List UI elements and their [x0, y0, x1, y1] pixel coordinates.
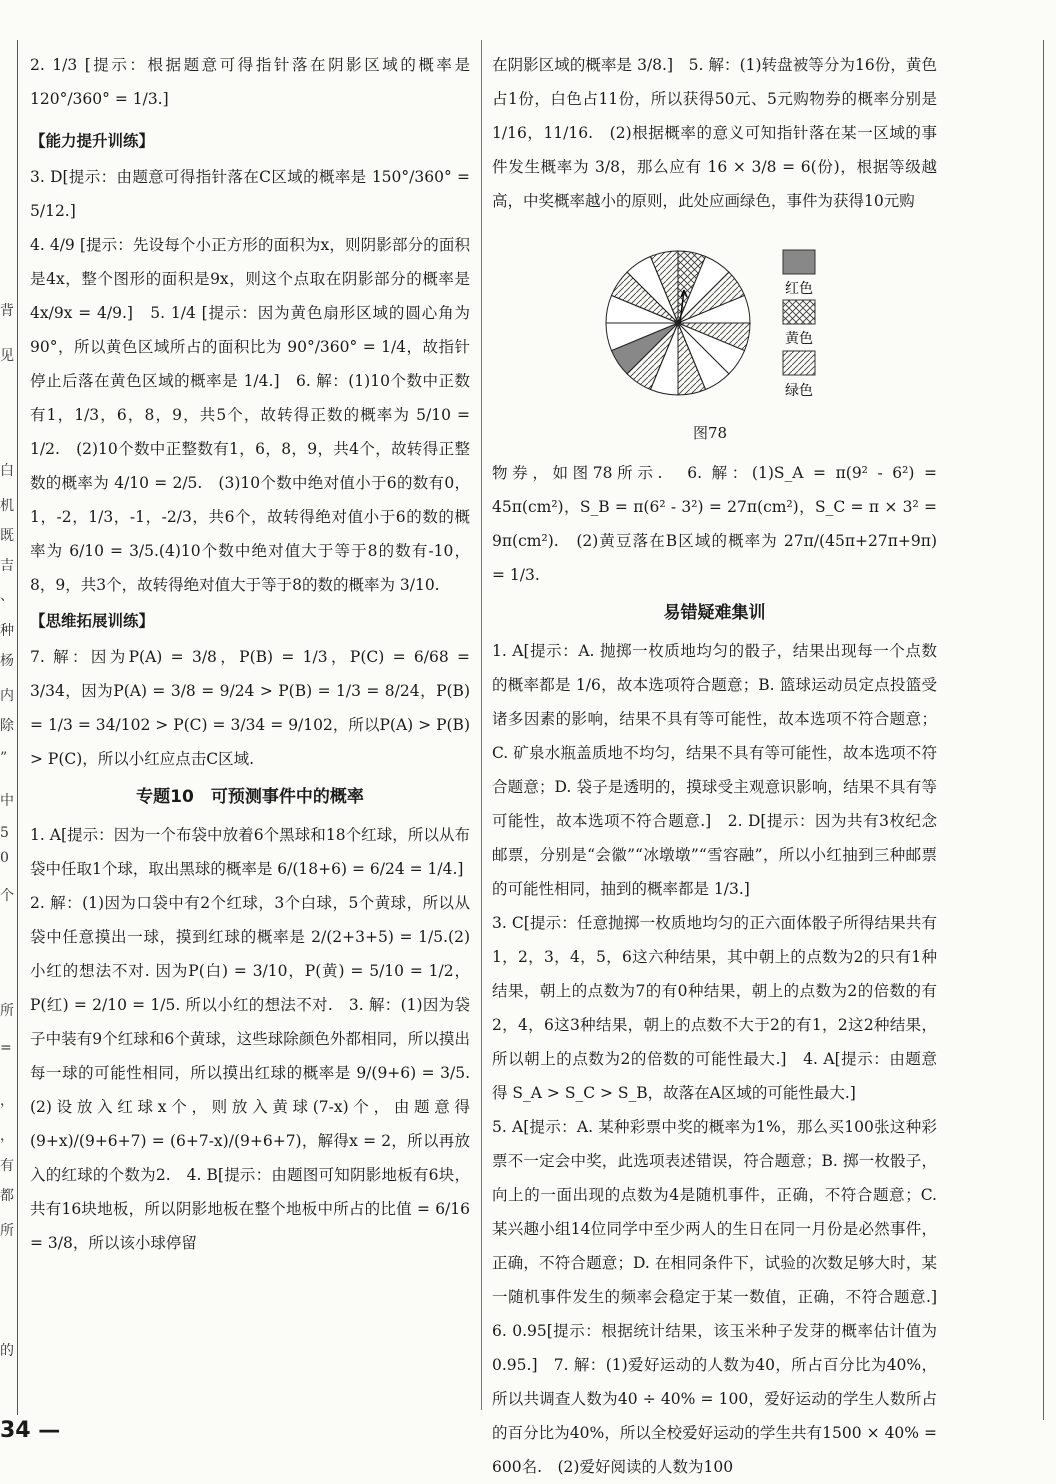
edge-char: ，	[0, 1093, 14, 1109]
edge-char: 所	[0, 1223, 14, 1239]
edge-char: 杨	[0, 653, 14, 669]
right-page-rule	[1043, 40, 1044, 1420]
topic-title: 专题10 可预测事件中的概率	[136, 787, 364, 807]
edge-char: 种	[0, 623, 14, 639]
figure-caption: 图78	[693, 424, 728, 442]
edge-char: ，	[0, 1128, 14, 1144]
edge-char: 都	[0, 1188, 14, 1204]
edge-char: 吉	[0, 558, 14, 574]
error-answers-3-4: 3. C[提示：任意抛掷一枚质地均匀的正六面体骰子所得结果共有1，2，3，4，5，6这六种结果，其中朝上的点数为2的只有1种结果，朝上的点数为7的有0种结果，朝上的点数为2的倍数的有2，4，6这3种结果，朝上的点数不大于2的有1，2这2种结果，所以朝上的点数为2的倍数的可能性最大.] 4. A[提示：由题意得 S_A > S_C > S_B，故落在A区域的可能性最大.]	[492, 914, 937, 1102]
left-page-rule	[17, 40, 18, 1415]
answer-4-5-cont: 在阴影区域的概率是 3/8.] 5. 解：(1)转盘被等分为16份，黄色占1份，白色占11份，所以获得50元、5元购物券的概率分别是 1/16，11/16. (2)根据概率的意义可知指针落在某一区域的事件发生概率为 3/8，那么应有 16 × 3/8 = 6(份)，根据等级越高，中奖概率越小的原则，此处应画绿色，事件为获得10元购	[492, 56, 937, 210]
topic-answer-1: 1. A[提示：因为一个布袋中放着6个黑球和18个红球，所以从布袋中任取1个球，取出黑球的概率是 6/(18+6) = 6/24 = 1/4.]	[30, 826, 470, 878]
answer-3: 3. D[提示：由题意可得指针落在C区域的概率是 150°/360° = 5/12.]	[30, 168, 470, 220]
edge-char: 既	[0, 528, 14, 544]
section-ability-training: 【能力提升训练】	[30, 131, 155, 150]
section-error-prone-title: 易错疑难集训	[663, 603, 766, 623]
edge-char: 白	[0, 463, 14, 479]
edge-char: 见	[0, 348, 14, 364]
edge-char: 除	[0, 718, 14, 734]
edge-char: 有	[0, 1158, 14, 1174]
legend-green-swatch	[783, 351, 815, 375]
edge-char: 内	[0, 688, 14, 704]
section-thinking-training: 【思维拓展训练】	[30, 611, 155, 630]
error-answers-5-7: 5. A[提示：A. 某种彩票中奖的概率为1%，那么买100张这种彩票不一定会中奖，此选项表述错误，符合题意；B. 掷一枚骰子，向上的一面出现的点数为4是随机事件，正确，不符合题意；C. 某兴趣小组14位同学中至少两人的生日在同一月份是必然事件，正确，不符合题意；D. 在相同条件下，试验的次数足够大时，某一随机事件发生的频率会稳定于某一数值，正确，不符合题意.] 6. 0.95[提示：根据统计结果，该玉米种子发芽的概率估计值为0.95.] 7. 解：(1)爱好运动的人数为40，所占百分比为40%，所以共调查人数为40 ÷ 40% = 100，爱好运动的学生人数所占的百分比为40%，所以全校爱好运动的学生共有1500 × 40% = 600名. (2)爱好阅读的人数为100	[492, 1118, 953, 1476]
edge-char: 机	[0, 498, 14, 514]
answer-2: 2. 1/3 [提示：根据题意可得指针落在阴影区域的概率是 120°/360° = 1/3.]	[30, 56, 470, 108]
column-divider	[481, 40, 482, 1410]
edge-char: 0	[0, 850, 9, 866]
figure-78-spinner	[600, 245, 840, 415]
page-number: 34 —	[0, 1418, 61, 1443]
edge-char: 所	[0, 1003, 14, 1019]
error-answers-1-2: 1. A[提示：A. 抛掷一枚质地均匀的骰子，结果出现每一个点数的概率都是 1/6，故本选项符合题意；B. 篮球运动员定点投篮受诸多因素的影响，结果不具有等可能性，故本选项不符合题意；C. 矿泉水瓶盖质地不均匀，结果不具有等可能性，故本选项不符合题意；D. 袋子是透明的，摸球受主观意识影响，结果不具有等可能性，故本选项不符合题意.] 2. D[提示：因为共有3枚纪念邮票，分别是“会徽”“冰墩墩”“雪容融”，所以小红抽到三种邮票的可能性相同，抽到的概率都是 1/3.]	[492, 642, 937, 898]
topic-answers-2-4: 2. 解：(1)因为口袋中有2个红球，3个白球，5个黄球，所以从袋中任意摸出一球，摸到红球的概率是 2/(2+3+5) = 1/5.(2)小红的想法不对. 因为P(白) = 3/10，P(黄) = 5/10 = 1/2，P(红) = 2/10 = 1/5. 所以小红的想法不对. 3. 解：(1)因为袋子中装有9个红球和6个黄球，这些球除颜色外都相同，所以摸出每一球的可能性相同，所以摸出红球的概率是 9/(9+6) = 3/5.(2)设放入红球x个，则放入黄球(7-x)个，由题意得 (9+x)/(9+6+7) = (6+7-x)/(9+6+7)，解得x = 2，所以再放入的红球的个数为2. 4. B[提示：由题图可知阴影地板有6块，共有16块地板，所以阴影地板在整个地板中所占的比值 = 6/16 = 3/8，所以该小球停留	[30, 894, 470, 1252]
edge-char: ”	[0, 750, 8, 766]
answer-6: 物券，如图78所示. 6. 解：(1)S_A = π(9² - 6²) = 45π(cm²)，S_B = π(6² - 3²) = 27π(cm²)，S_C = π × 3² = 9π(cm²). (2)黄豆落在B区域的概率为 27π/(45π+27π+9π) = 1/3.	[492, 464, 937, 584]
spinner-svg	[600, 245, 840, 415]
legend-green-label: 绿色	[785, 383, 813, 399]
spinner-wheel	[606, 251, 750, 395]
answer-7: 7. 解：因为P(A) = 3/8，P(B) = 1/3，P(C) = 6/68 = 3/34，因为P(A) = 3/8 = 9/24 > P(B) = 1/3 = 8/24，P(B) = 1/3 = 34/102 > P(C) = 3/34 = 9/102，所以P(A) > P(B) > P(C)，所以小红应点击C区域.	[30, 648, 470, 768]
edge-char: 个	[0, 888, 14, 904]
edge-char: =	[0, 1040, 12, 1056]
edge-char: 的	[0, 1343, 14, 1359]
legend-yellow-label: 黄色	[785, 331, 813, 347]
edge-char: 5	[0, 825, 9, 841]
answers-4-6: 4. 4/9 [提示：先设每个小正方形的面积为x，则阴影部分的面积是4x，整个图形的面积是9x，则这个点取在阴影部分的概率是 4x/9x = 4/9.] 5. 1/4 [提示：因为黄色扇形区域的圆心角为90°，所以黄色区域所占的面积比为 90°/360° = 1/4，故指针停止后落在黄色区域的概率是 1/4.] 6. 解：(1)10个数中正数有1，1/3，6，8，9，共5个，故转得正数的概率为 5/10 = 1/2. (2)10个数中正整数有1，6，8，9，共4个，故转得正整数的概率为 4/10 = 2/5. (3)10个数中绝对值小于6的数有0，1，-2，1/3，-1，-2/3，共6个，故转得绝对值小于6的数的概率为 6/10 = 3/5.(4)10个数中绝对值大于等于8的数有-10，8，9，共3个，故转得绝对值大于等于8的数的概率为 3/10.	[30, 236, 470, 594]
legend-red-label: 红色	[785, 281, 813, 297]
edge-char: 背	[0, 303, 14, 319]
edge-char: 、	[0, 588, 14, 604]
legend-red-swatch	[783, 250, 815, 274]
legend-yellow-swatch	[783, 300, 815, 324]
left-column	[30, 48, 470, 1260]
edge-char: 中	[0, 793, 14, 809]
